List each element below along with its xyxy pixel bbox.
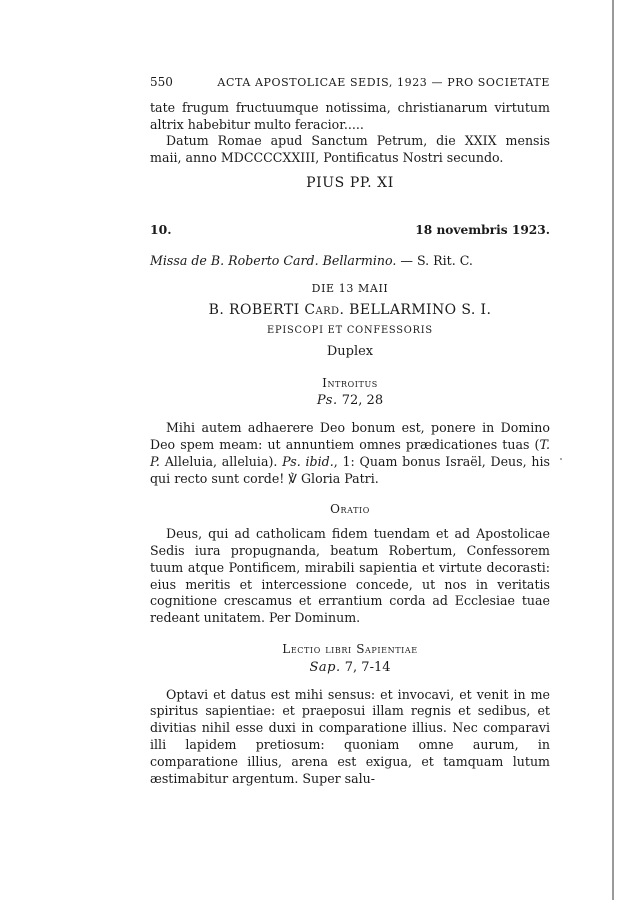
- introitus-text-b: Alleluia, alleluia).: [159, 453, 283, 469]
- roberti-b: BELLARMINO S. I.: [344, 302, 492, 319]
- datum-text-a: Datum Romae apud Sanctum Petrum, die: [166, 133, 465, 149]
- oratio-heading: Oratio: [330, 502, 370, 517]
- missa-italic: Missa de B. Roberto Card. Bellarmino. —: [150, 252, 413, 268]
- oratio-text: Deus, qui ad catholicam fidem tuendam et ad Apostolicae Sedis iura propugnanda, beatum Robertum, Confessorem tuum atque Pontificem, mirabili sapientia et virtute decorasti: eius meritis et intercessione concede, ut nos in veritatis cognitione crescamus et errantium corda ad Ecclesiae tuae redeant unitatem. Per Dominum.: [150, 526, 550, 626]
- introitus-ref-book: Ps.: [316, 393, 338, 409]
- roberti-a: B. ROBERTI: [208, 302, 305, 319]
- running-head: [150, 74, 550, 92]
- introitus-text-a: Mihi autem adhaerere Deo bonum est, ponere in Domino Deo spem meam: ut annuntiem omnes prædicationes tuas (: [150, 420, 550, 452]
- roberti-card: Card.: [304, 302, 345, 319]
- running-title: ACTA APOSTOLICAE SEDIS, 1923 — PRO SOCIETATE: [217, 76, 550, 89]
- introitus-reference: [150, 393, 550, 410]
- page-number: 550: [150, 75, 173, 89]
- lectio-reference: [150, 660, 550, 677]
- datum-day: XXIX: [464, 133, 497, 149]
- lectio-heading: Lectio libri Sapientiae: [282, 641, 418, 656]
- roberti-heading: [150, 302, 550, 319]
- die-heading: DIE 13 MAII: [311, 282, 389, 296]
- duplex-heading: Duplex: [326, 343, 374, 359]
- introitus-text: [150, 420, 550, 487]
- introitus-heading: Introitus: [322, 375, 378, 390]
- datum-paragraph: [150, 133, 550, 167]
- page-column: [150, 74, 550, 787]
- datum-text-c: , Pontificatus Nostri secundo.: [315, 150, 504, 166]
- scan-speck: [560, 458, 562, 460]
- continuation-line-2: habebitur multo feracior.....: [187, 116, 364, 132]
- papal-signature: PIUS PP. XI: [306, 174, 394, 191]
- page-edge-shadow: [612, 0, 614, 900]
- continuation-line-1: tate frugum fructuumque notissima, christianarum virtutum altrix: [150, 99, 550, 132]
- missa-upright: S. Rit. C.: [412, 252, 473, 268]
- lectio-ref-num: 7, 7-14: [340, 659, 391, 675]
- missa-title: [150, 253, 550, 270]
- document-date: 18 novembris 1923.: [415, 222, 550, 237]
- document-number-row: [150, 222, 550, 239]
- lectio-text: Optavi et datus est mihi sensus: et invocavi, et venit in me spiritus sapientiae: et praeposui illam regnis et sedibus, et divitias nihil esse duxi in comparatione illius. Nec comparavi illi lapidem pretiosum: quoniam omne aurum, in comparatione illius, arena est exigua, et tamquam lutum æstimabitur argentum. Super salu-: [150, 686, 550, 786]
- continuation-text: [150, 100, 550, 134]
- document-number: 10.: [150, 221, 172, 237]
- datum-year: MDCCCCXXIII: [220, 150, 316, 166]
- datum-text-b: mensis maii, anno: [150, 133, 551, 166]
- introitus-ref-num: 72, 28: [337, 393, 384, 409]
- introitus-text-c: , 1: Quam bonus Israël, Deus, his qui recto sunt corde! ℣ Gloria Patri.: [150, 453, 551, 486]
- lectio-ref-book: Sap.: [309, 659, 341, 675]
- episcopi-heading: EPISCOPI ET CONFESSORIS: [267, 324, 433, 336]
- introitus-ps-ibid: Ps. ibid.: [282, 453, 334, 469]
- introitus-tp: T. P.: [150, 436, 550, 469]
